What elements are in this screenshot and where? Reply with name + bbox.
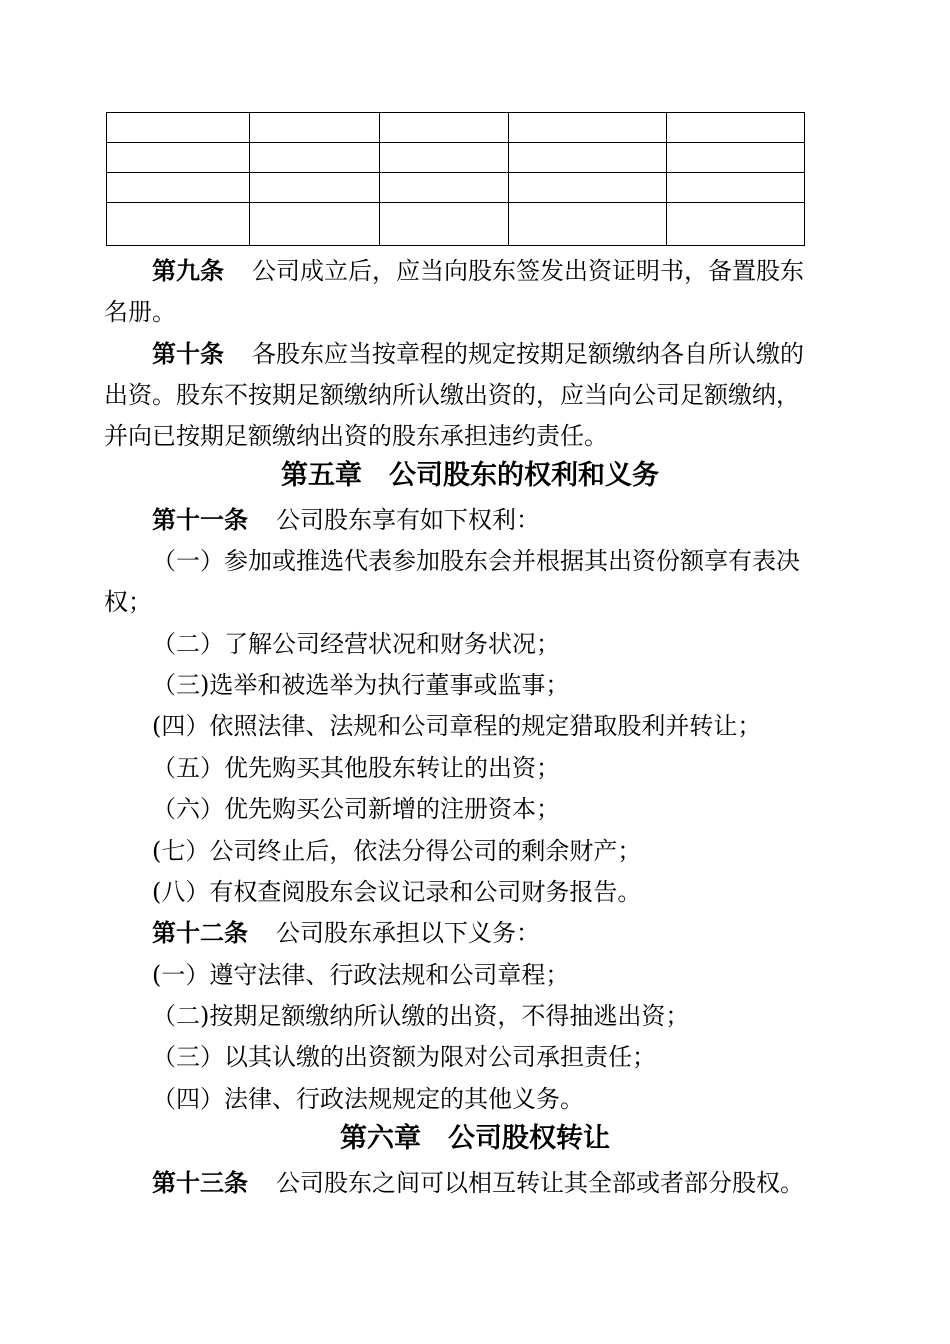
article-11-item: (四）依照法律、法规和公司章程的规定猎取股利并转让； [152,712,762,740]
article-10-line-1 [152,339,804,369]
table-cell [667,143,805,173]
table-cell [250,113,380,143]
article-11-intro: 公司股东享有如下权利： [276,506,540,534]
article-12-line-1 [152,918,540,948]
article-10-line-2: 出资。股东不按期足额缴纳所认缴出资的，应当向公司足额缴纳， [104,381,800,409]
table-cell [380,203,509,246]
article-12-item: （二)按期足额缴纳所认缴的出资，不得抽逃出资； [152,1002,690,1030]
article-11-item: （二）了解公司经营状况和财务状况； [152,630,560,658]
article-10-line-3: 并向已按期足额缴纳出资的股东承担违约责任。 [104,422,608,450]
article-11-line-1 [152,505,540,535]
chapter-5-heading: 第五章 公司股东的权利和义务 [281,460,659,491]
article-10-label: 第十条 [152,340,224,368]
article-11-item: 权； [104,588,152,616]
table-cell [509,113,667,143]
article-12-label: 第十二条 [152,919,248,947]
article-11-item: (八）有权查阅股东会议记录和公司财务报告。 [152,878,642,906]
table-cell [667,173,805,203]
table-row [107,203,805,246]
article-11-item: （三)选举和被选举为执行董事或监事； [152,671,570,699]
article-13-label: 第十三条 [152,1169,248,1197]
chapter-6-heading: 第六章 公司股权转让 [340,1123,610,1154]
article-9-line-1 [152,256,804,286]
table-cell [667,203,805,246]
table-cell [250,143,380,173]
table-cell [250,203,380,246]
article-9-label: 第九条 [152,257,224,285]
table-cell [107,113,250,143]
shareholder-table [106,112,805,246]
article-13-text: 公司股东之间可以相互转让其全部或者部分股权。 [276,1169,804,1197]
article-11-item: （五）优先购买其他股东转让的出资； [152,754,560,782]
article-10-text: 各股东应当按章程的规定按期足额缴纳各自所认缴的 [252,340,804,368]
table-row [107,143,805,173]
article-9-text: 公司成立后，应当向股东签发出资证明书，备置股东 [252,257,804,285]
article-12-item: （四）法律、行政法规规定的其他义务。 [152,1085,584,1113]
table-cell [509,173,667,203]
table-cell [380,173,509,203]
article-11-label: 第十一条 [152,506,248,534]
article-13-line-1 [152,1168,804,1198]
table-cell [509,203,667,246]
table-cell [107,143,250,173]
article-11-item: (七）公司终止后，依法分得公司的剩余财产； [152,837,642,865]
table-cell [667,113,805,143]
table-cell [380,113,509,143]
article-11-item: （六）优先购买公司新增的注册资本； [152,795,560,823]
table-cell [107,203,250,246]
table-cell [380,143,509,173]
table-row [107,113,805,143]
article-9-line-2: 名册。 [104,298,176,326]
table-cell [509,143,667,173]
table-cell [250,173,380,203]
article-12-item: (一）遵守法律、行政法规和公司章程； [152,961,570,989]
article-12-intro: 公司股东承担以下义务： [276,919,540,947]
table-cell [107,173,250,203]
article-12-item: （三）以其认缴的出资额为限对公司承担责任； [152,1043,656,1071]
article-11-item: （一）参加或推选代表参加股东会并根据其出资份额享有表决 [152,547,800,575]
table-row [107,173,805,203]
